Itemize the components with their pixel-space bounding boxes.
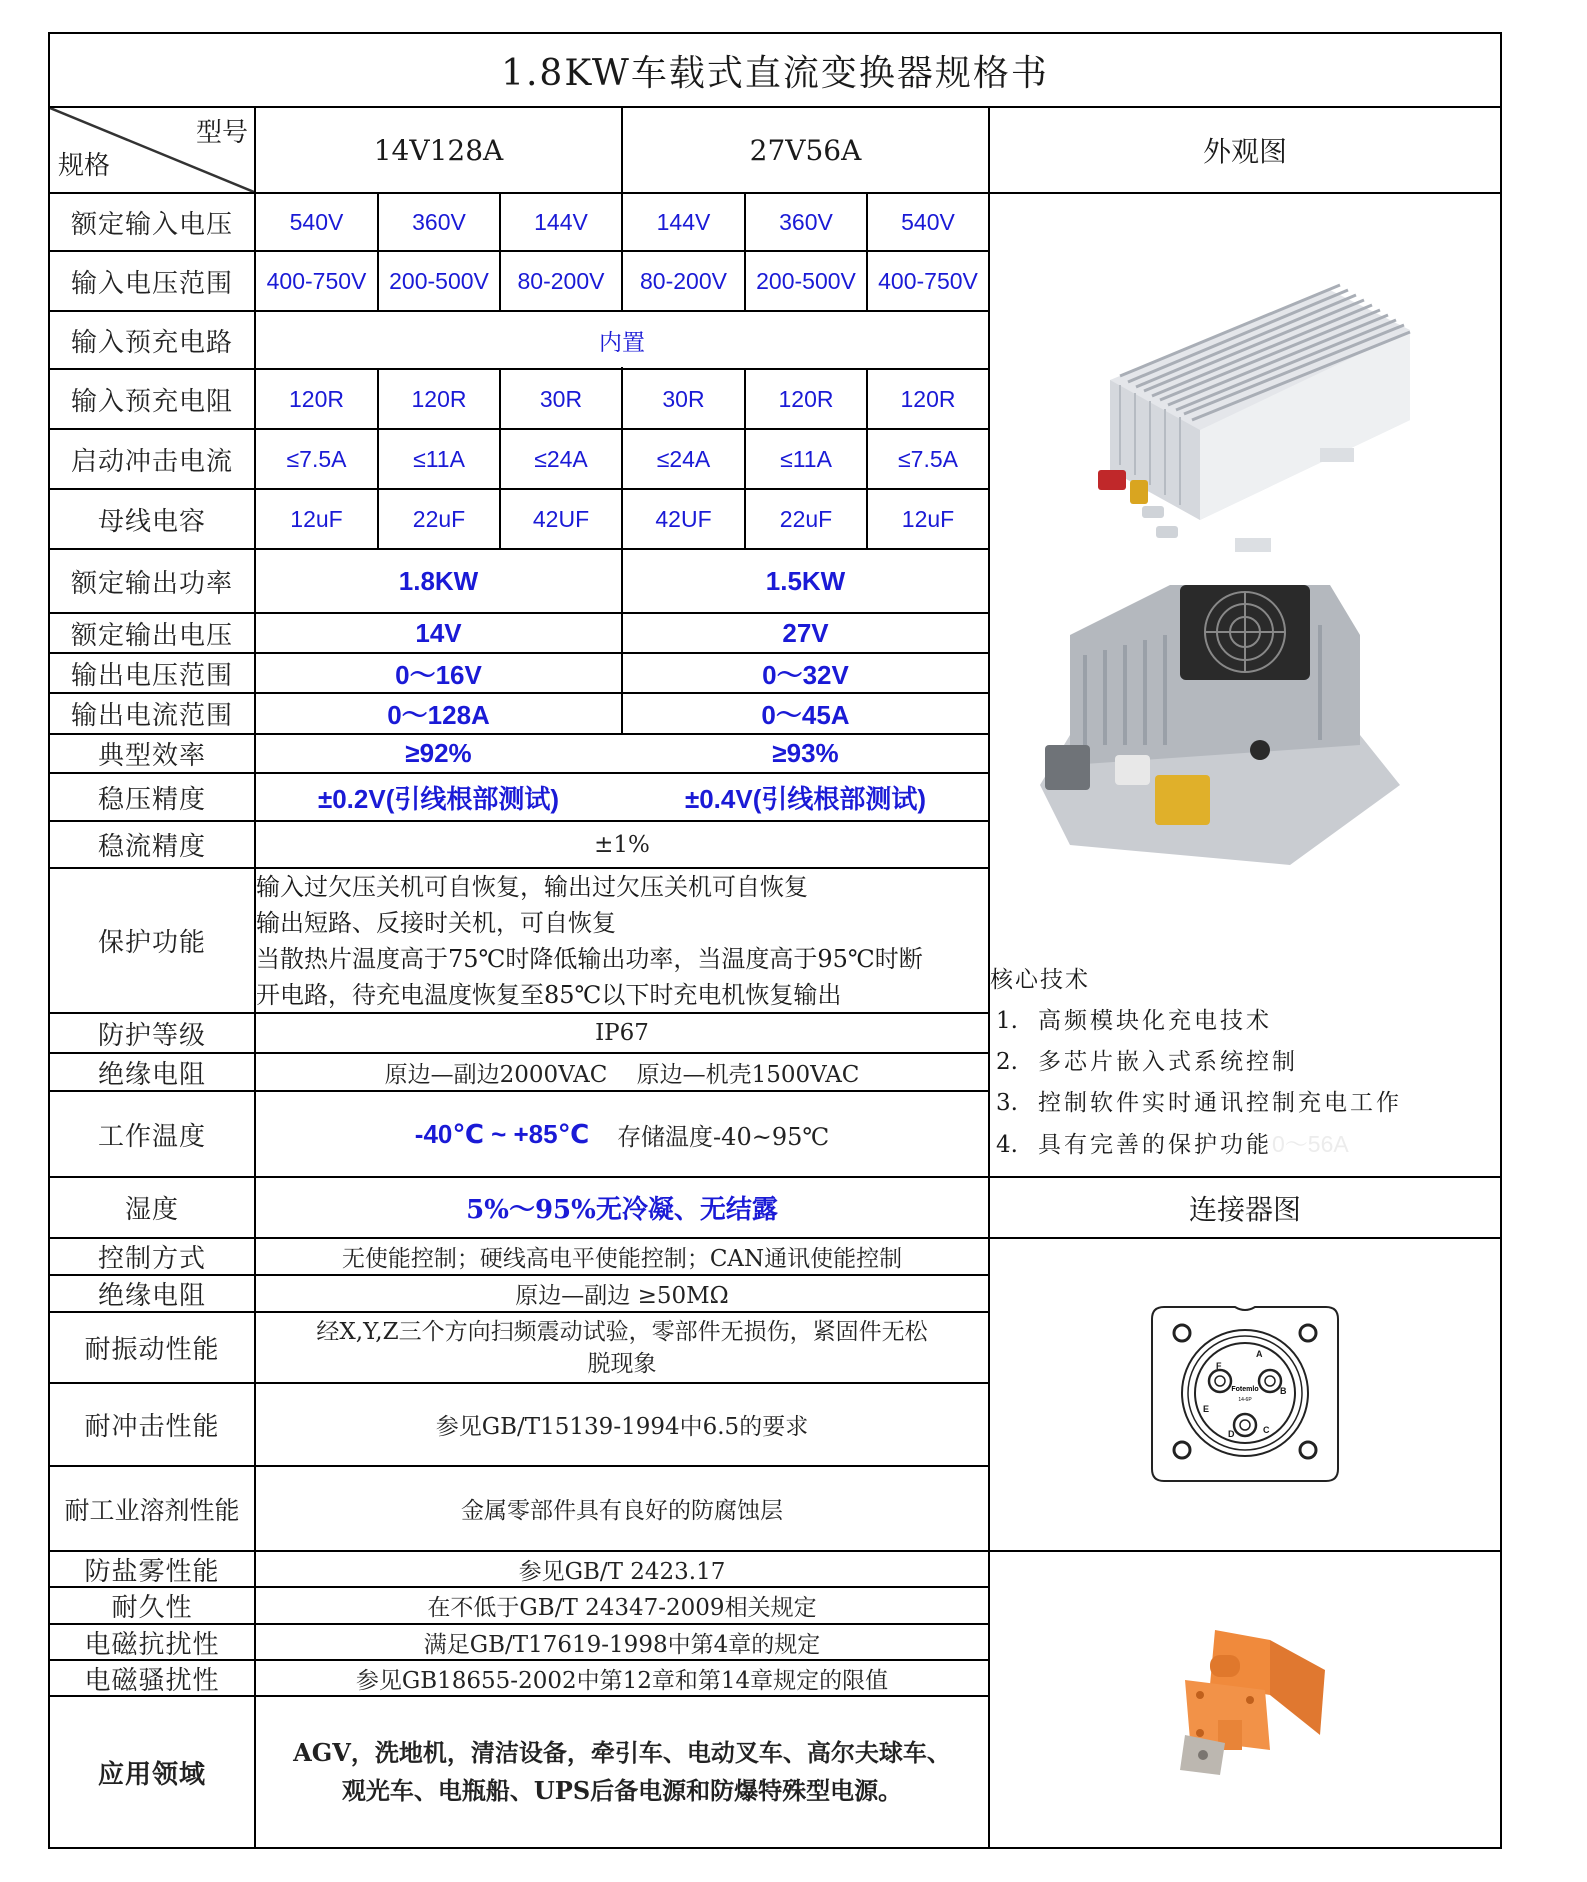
pin-f: F xyxy=(1216,1361,1222,1371)
corner-model-label: 型号 xyxy=(195,118,248,148)
value-cell: 0～16V xyxy=(395,659,482,690)
core-technology xyxy=(990,960,1500,1166)
value-cell: 80-200V xyxy=(517,267,605,294)
value-cell: 原边—副边 ≥50MΩ xyxy=(515,1283,729,1309)
value-cell: 5%～95%无冷凝、无结露 xyxy=(466,1195,778,1225)
value-cell: 144V xyxy=(534,208,588,235)
value-cell: ±1% xyxy=(594,831,650,858)
row-label: 保护功能 xyxy=(97,928,206,958)
value-cell: 参见GB/T15139-1994中6.5的要求 xyxy=(435,1414,809,1440)
row-label: 输入预充电阻 xyxy=(70,386,233,417)
vibration-line: 脱现象 xyxy=(587,1350,657,1377)
protection-line: 输出短路、反接时关机，可自恢复 xyxy=(256,909,616,937)
value-cell: ≤7.5A xyxy=(898,445,958,472)
value-cell: 144V xyxy=(656,208,711,235)
pin-b: B xyxy=(1280,1386,1287,1396)
ghost-text: 0～56A xyxy=(1272,1131,1349,1157)
row-label: 电磁抗扰性 xyxy=(84,1629,220,1660)
value-cell: 1.8KW xyxy=(398,565,479,596)
vibration-line: 经X,Y,Z三个方向扫频震动试验，零部件无损伤，紧固件无松 xyxy=(316,1318,928,1345)
core-tech-item: 4. 具有完善的保护功能0～56A xyxy=(996,1131,1349,1158)
protection-line: 当散热片温度高于75℃时降低输出功率，当温度高于95℃时断 xyxy=(256,945,923,973)
value-cell: ≤24A xyxy=(534,445,588,472)
value-cell: ≥92% xyxy=(405,738,472,768)
value-cell: ≤11A xyxy=(413,445,465,472)
value-cell: 参见GB/T 2423.17 xyxy=(518,1558,726,1585)
protection-line: 开电路，待充电温度恢复至85℃以下时充电机恢复输出 xyxy=(256,981,842,1009)
row-label: 湿度 xyxy=(124,1195,179,1225)
orange-connector-image xyxy=(1170,1625,1340,1785)
row-label: 工作温度 xyxy=(97,1121,206,1152)
product-image-fan-cooled xyxy=(1030,505,1410,875)
row-label: 稳流精度 xyxy=(97,832,206,862)
row-label: 耐工业溶剂性能 xyxy=(64,1495,240,1525)
value-cell: ≤24A xyxy=(656,445,711,472)
row-label: 绝缘电阻 xyxy=(97,1059,206,1090)
value-cell: 0～128A xyxy=(387,700,490,730)
row-label: 额定输入电压 xyxy=(70,209,233,240)
header-corner xyxy=(50,108,254,192)
value-cell: IP67 xyxy=(595,1020,649,1046)
value-cell: 120R xyxy=(900,385,956,412)
value-cell: 22uF xyxy=(412,505,466,532)
value-cell: 360V xyxy=(779,208,833,235)
value-cell: ≥93% xyxy=(772,738,839,768)
value-cell: 12uF xyxy=(901,505,955,532)
row-label: 防护等级 xyxy=(97,1020,206,1051)
value-cell: ≤7.5A xyxy=(286,445,347,472)
core-tech-item: 3. 控制软件实时通讯控制充电工作 xyxy=(996,1090,1402,1116)
row-label: 启动冲击电流 xyxy=(70,446,233,477)
value-cell: 12uF xyxy=(290,505,343,532)
value-cell: ±0.2V(引线根部测试) xyxy=(317,783,560,814)
pin-e: E xyxy=(1203,1404,1210,1414)
protection-text xyxy=(254,867,988,1012)
row-label: 典型效率 xyxy=(97,741,206,771)
row-label: 输出电流范围 xyxy=(70,701,233,731)
svg-text:Fotemlo: Fotemlo xyxy=(1231,1386,1259,1393)
value-cell: ≤11A xyxy=(780,445,832,472)
appearance-label: 外观图 xyxy=(1202,135,1287,168)
value-cell: 0～45A xyxy=(761,700,850,730)
row-label: 耐冲击性能 xyxy=(84,1412,220,1442)
value-cell: 120R xyxy=(778,385,834,412)
application-line: AGV，洗地机，清洁设备，牵引车、电动叉车、高尔夫球车、 xyxy=(293,1738,951,1767)
value-cell: 27V xyxy=(782,617,829,648)
value-cell: ±0.4V(引线根部测试) xyxy=(684,783,927,814)
core-tech-heading: 核心技术 xyxy=(990,967,1090,993)
row-label: 应用领域 xyxy=(97,1759,206,1790)
operating-temp: -40℃ ~ +85℃ xyxy=(414,1118,590,1149)
connector-diagram xyxy=(1150,1305,1340,1483)
value-cell-merged: 内置 xyxy=(599,329,645,356)
value-cell: 400-750V xyxy=(878,267,978,294)
value-cell: 42UF xyxy=(655,505,712,532)
document-title: 1.8KW车载式直流变换器规格书 xyxy=(501,52,1049,94)
core-tech-item: 2. 多芯片嵌入式系统控制 xyxy=(996,1049,1298,1075)
value-cell: 0～32V xyxy=(762,659,849,690)
row-label: 输入预充电路 xyxy=(70,327,233,358)
value-cell: 120R xyxy=(411,385,467,412)
value-cell: 在不低于GB/T 24347-2009相关规定 xyxy=(427,1595,817,1621)
pin-a: A xyxy=(1256,1349,1263,1359)
value-cell xyxy=(256,1697,988,1847)
value-cell: 360V xyxy=(412,208,466,235)
row-label: 耐久性 xyxy=(111,1593,193,1623)
value-cell: 参见GB18655-2002中第12章和第14章规定的限值 xyxy=(355,1667,889,1694)
row-label: 额定输出电压 xyxy=(70,620,233,651)
row-label: 耐振动性能 xyxy=(84,1335,220,1365)
row-label: 稳压精度 xyxy=(97,784,206,815)
model-14v128a: 14V128A xyxy=(373,133,504,167)
value-cell: 22uF xyxy=(779,505,833,532)
row-label: 防盐雾性能 xyxy=(84,1556,220,1587)
value-cell: 30R xyxy=(662,385,705,412)
protection-line: 输入过欠压关机可自恢复，输出过欠压关机可自恢复 xyxy=(256,873,808,901)
value-cell xyxy=(256,1092,988,1176)
value-cell: 1.5KW xyxy=(765,565,846,596)
value-cell: 540V xyxy=(289,208,344,235)
application-line: 观光车、电瓶船、UPS后备电源和防爆特殊型电源。 xyxy=(341,1776,903,1805)
pin-c: C xyxy=(1263,1425,1270,1435)
value-cell: 42UF xyxy=(532,505,590,532)
value-cell: 400-750V xyxy=(266,267,367,294)
value-cell: 金属零部件具有良好的防腐蚀层 xyxy=(461,1498,783,1524)
connector-label: 连接器图 xyxy=(1188,1192,1301,1226)
storage-temp: 存储温度-40~95℃ xyxy=(617,1122,830,1151)
value-cell: 30R xyxy=(539,385,583,412)
row-label: 控制方式 xyxy=(97,1244,206,1274)
value-cell: 14V xyxy=(415,617,462,648)
value-cell xyxy=(256,1313,988,1382)
row-label: 母线电容 xyxy=(97,506,206,537)
row-label: 电磁骚扰性 xyxy=(84,1665,220,1696)
value-cell: 80-200V xyxy=(640,267,727,294)
value-cell: 200-500V xyxy=(389,267,489,294)
value-cell: 540V xyxy=(901,208,955,235)
model-27v56a: 27V56A xyxy=(749,133,862,167)
row-label: 额定输出功率 xyxy=(70,568,233,599)
value-cell: 120R xyxy=(289,385,344,412)
row-label: 输入电压范围 xyxy=(70,268,233,299)
value-cell: 200-500V xyxy=(756,267,856,294)
value-cell: 原边—副边2000VAC 原边—机壳1500VAC xyxy=(384,1061,860,1088)
pin-d: D xyxy=(1228,1429,1235,1439)
core-tech-item: 1. 高频模块化充电技术 xyxy=(996,1008,1272,1034)
value-cell: 满足GB/T17619-1998中第4章的规定 xyxy=(423,1631,821,1658)
corner-spec-label: 规格 xyxy=(58,151,111,181)
row-label: 绝缘电阻 xyxy=(97,1281,206,1311)
value-cell: 无使能控制；硬线高电平使能控制；CAN通讯使能控制 xyxy=(341,1246,903,1272)
svg-text:14-6P: 14-6P xyxy=(1238,1397,1252,1403)
row-label: 输出电压范围 xyxy=(70,660,233,691)
